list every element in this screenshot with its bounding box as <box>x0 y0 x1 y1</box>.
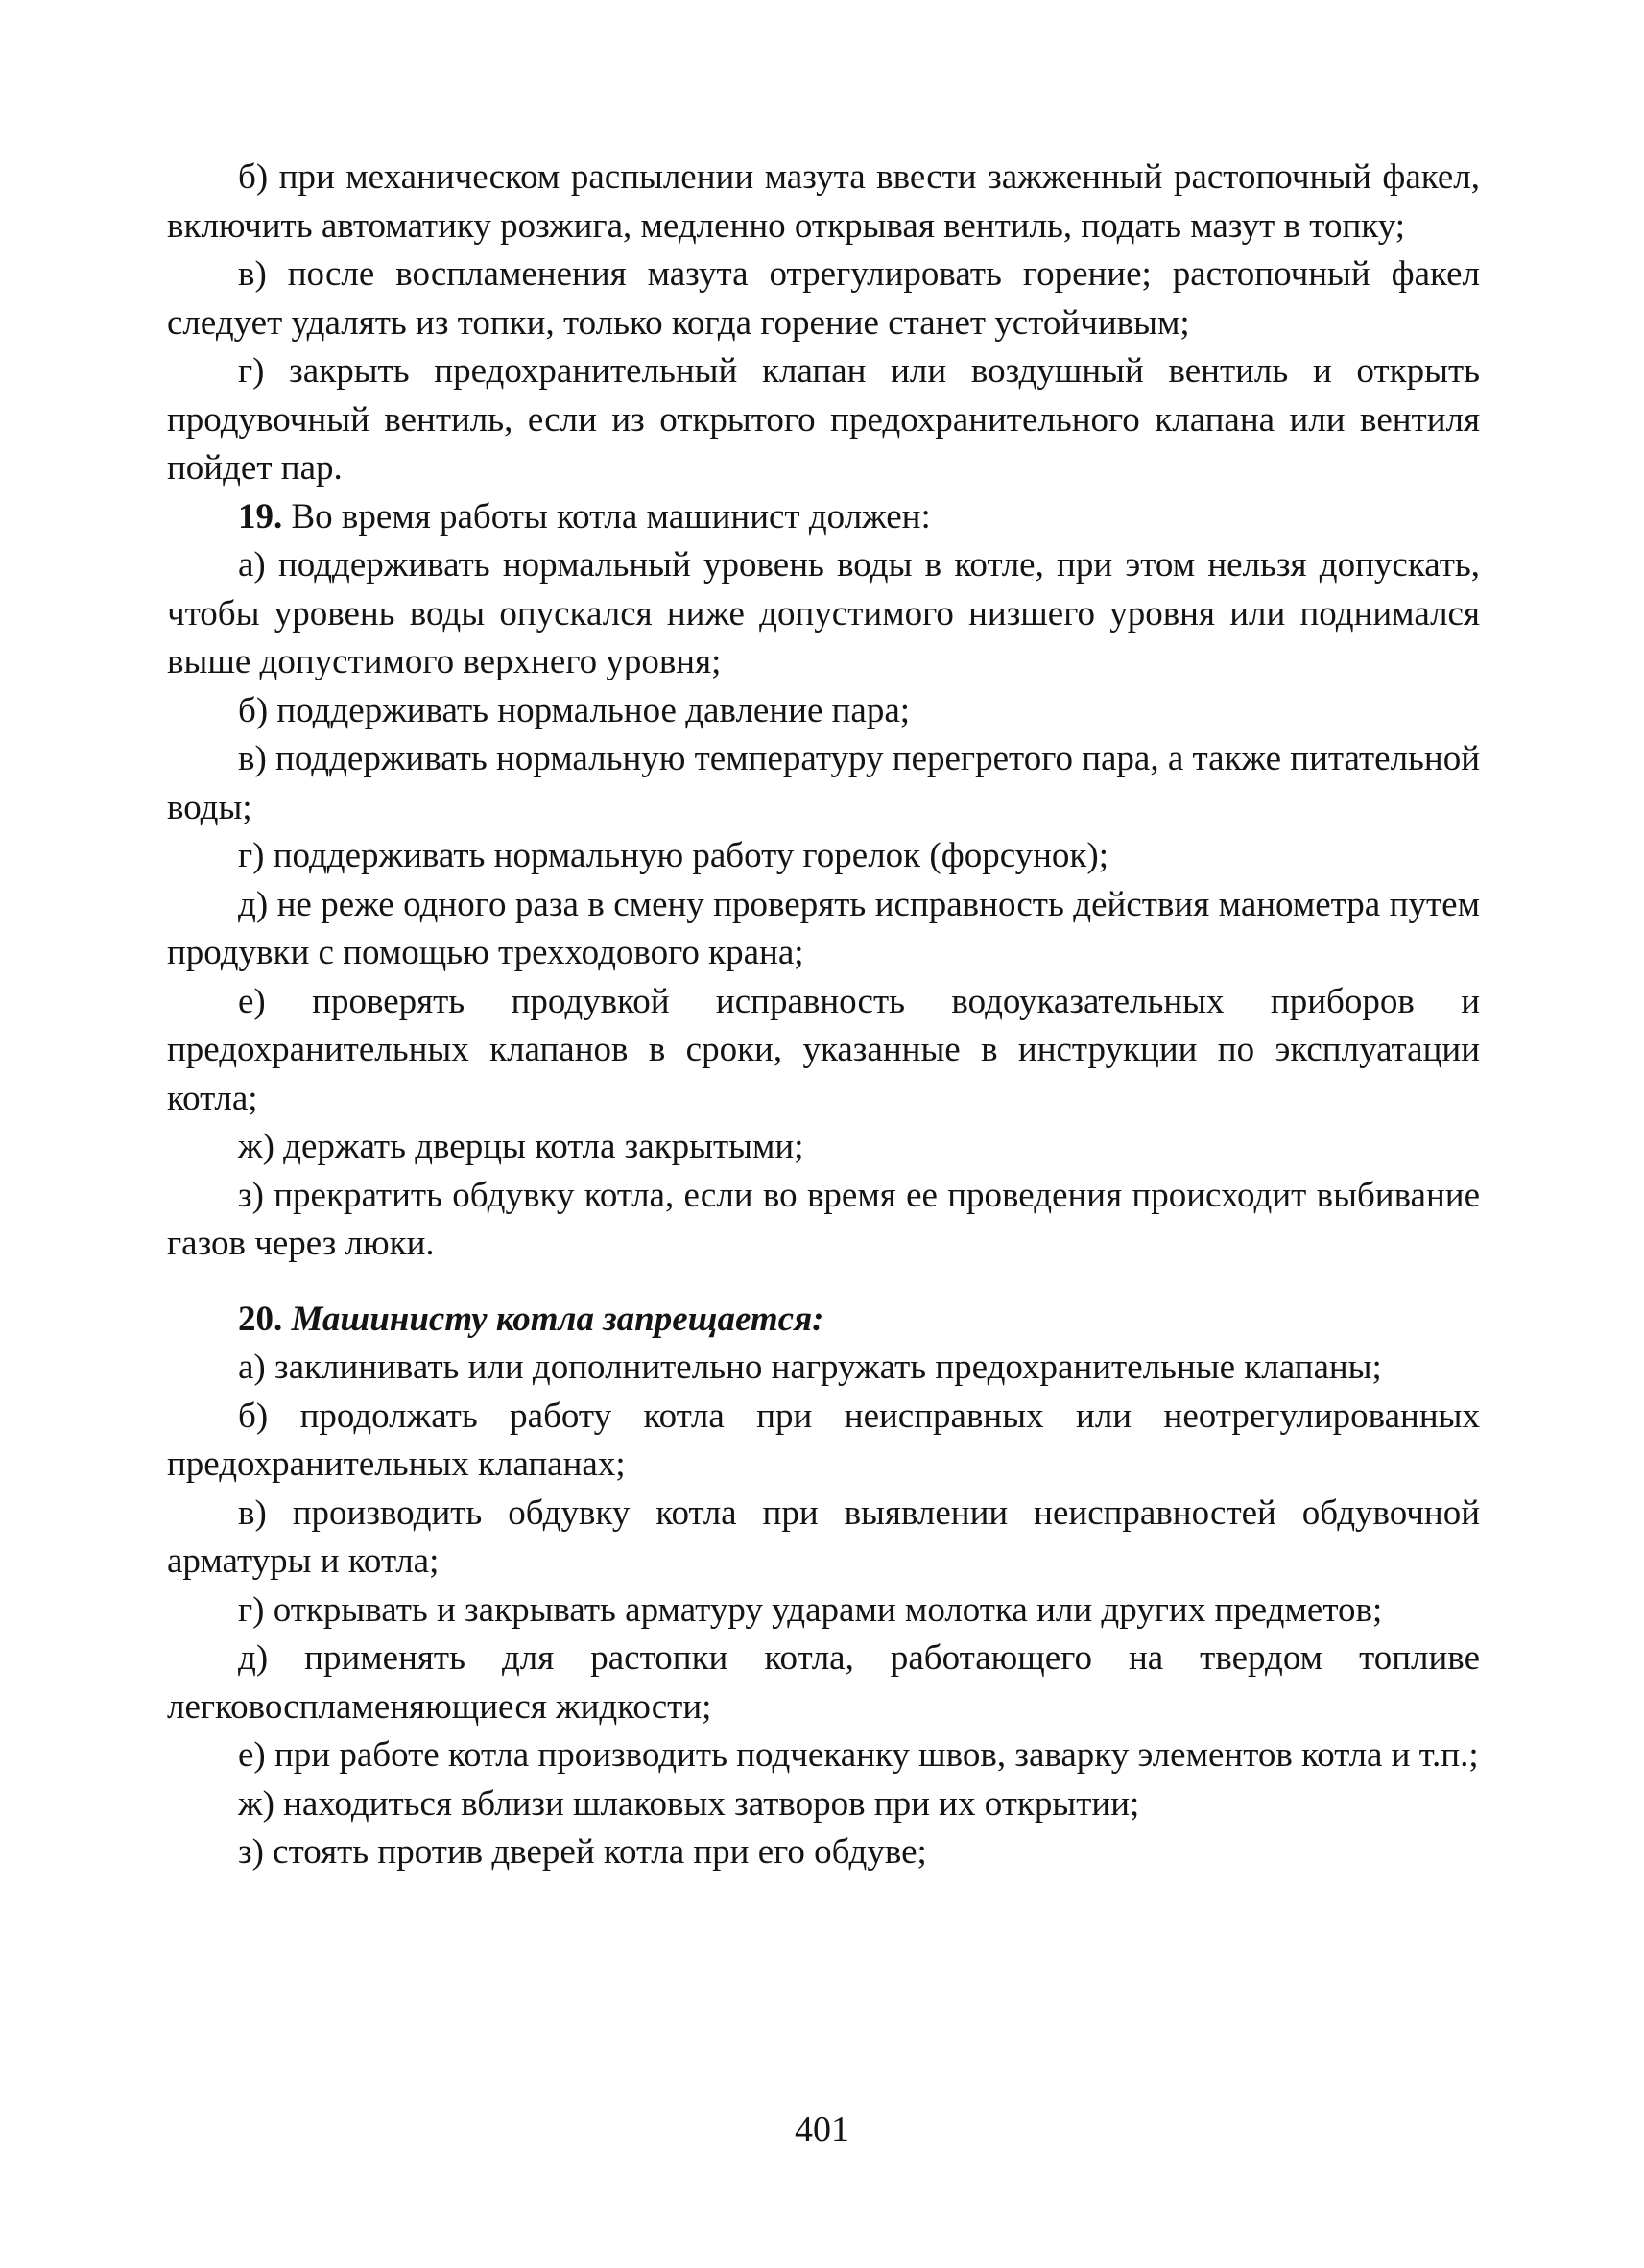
paragraph-continuation-g: г) закрыть предохранительный клапан или воздушный вентиль и открыть продувочный вентиль, если из открытого предохранительного клапана или вентиля пойдет пар. <box>167 351 1480 488</box>
section-20-item-e: е) при работе котла производить подчеканку швов, заварку элементов котла и т.п.; <box>238 1735 1479 1775</box>
section-20-number: 20. <box>238 1299 283 1339</box>
section-20-item-a: а) заклинивать или дополнительно нагружать предохранительные клапаны; <box>238 1348 1382 1387</box>
section-20-item-d: д) применять для растопки котла, работающего на твердом топливе легковоспламеняющиеся жидкости; <box>167 1638 1480 1727</box>
section-19-item-a: а) поддерживать нормальный уровень воды в котле, при этом нельзя допускать, чтобы уровень воды опускался ниже допустимого низшего уровня или поднимался выше допустимого верхнего уровня; <box>167 545 1480 681</box>
section-20-item-zh: ж) находиться вблизи шлаковых затворов при их открытии; <box>238 1783 1140 1824</box>
section-19-item-g: г) поддерживать нормальную работу горелок (форсунок); <box>238 836 1109 875</box>
section-20-item-b: б) продолжать работу котла при неисправных или неотрегулированных предохранительных клапанах; <box>167 1396 1480 1484</box>
section-19-intro: Во время работы котла машинист должен: <box>291 496 931 537</box>
section-19-item-d: д) не реже одного раза в смену проверять исправность действия манометра путем продувки с помощью трехходового крана; <box>167 884 1480 972</box>
section-19-item-e: е) проверять продувкой исправность водоуказательных приборов и предохранительных клапанов в сроки, указанные в инструкции по эксплуатации котла; <box>167 981 1480 1118</box>
paragraph-continuation-b: б) при механическом распылении мазута ввести зажженный растопочный факел, включить автоматику розжига, медленно открывая вентиль, подать мазут в топку; <box>167 157 1480 246</box>
section-19-item-b: б) поддерживать нормальное давление пара; <box>238 690 911 730</box>
section-19-heading <box>167 493 1480 542</box>
section-19-item-v: в) поддерживать нормальную температуру перегретого пара, а также питательной воды; <box>167 739 1481 827</box>
section-20-item-v: в) производить обдувку котла при выявлении неисправностей обдувочной арматуры и котла; <box>167 1492 1480 1581</box>
document-page <box>167 154 1480 1877</box>
section-20-title: Машинисту котла запрещается: <box>291 1299 824 1339</box>
paragraph-continuation-v: в) после воспламенения мазута отрегулировать горение; растопочный факел следует удалять из топки, только когда горение станет устойчивым; <box>167 254 1480 343</box>
section-19-number: 19. <box>238 496 283 537</box>
page-number: 401 <box>795 2110 849 2150</box>
section-19-item-z: з) прекратить обдувку котла, если во время ее проведения происходит выбивание газов через люки. <box>167 1175 1480 1263</box>
section-20-heading <box>167 1296 1480 1345</box>
section-19-item-zh: ж) держать дверцы котла закрытыми; <box>238 1127 804 1166</box>
section-20-item-z: з) стоять против дверей котла при его обдуве; <box>238 1832 927 1872</box>
section-20-item-g: г) открывать и закрывать арматуру ударами молотка или других предметов; <box>238 1589 1383 1630</box>
